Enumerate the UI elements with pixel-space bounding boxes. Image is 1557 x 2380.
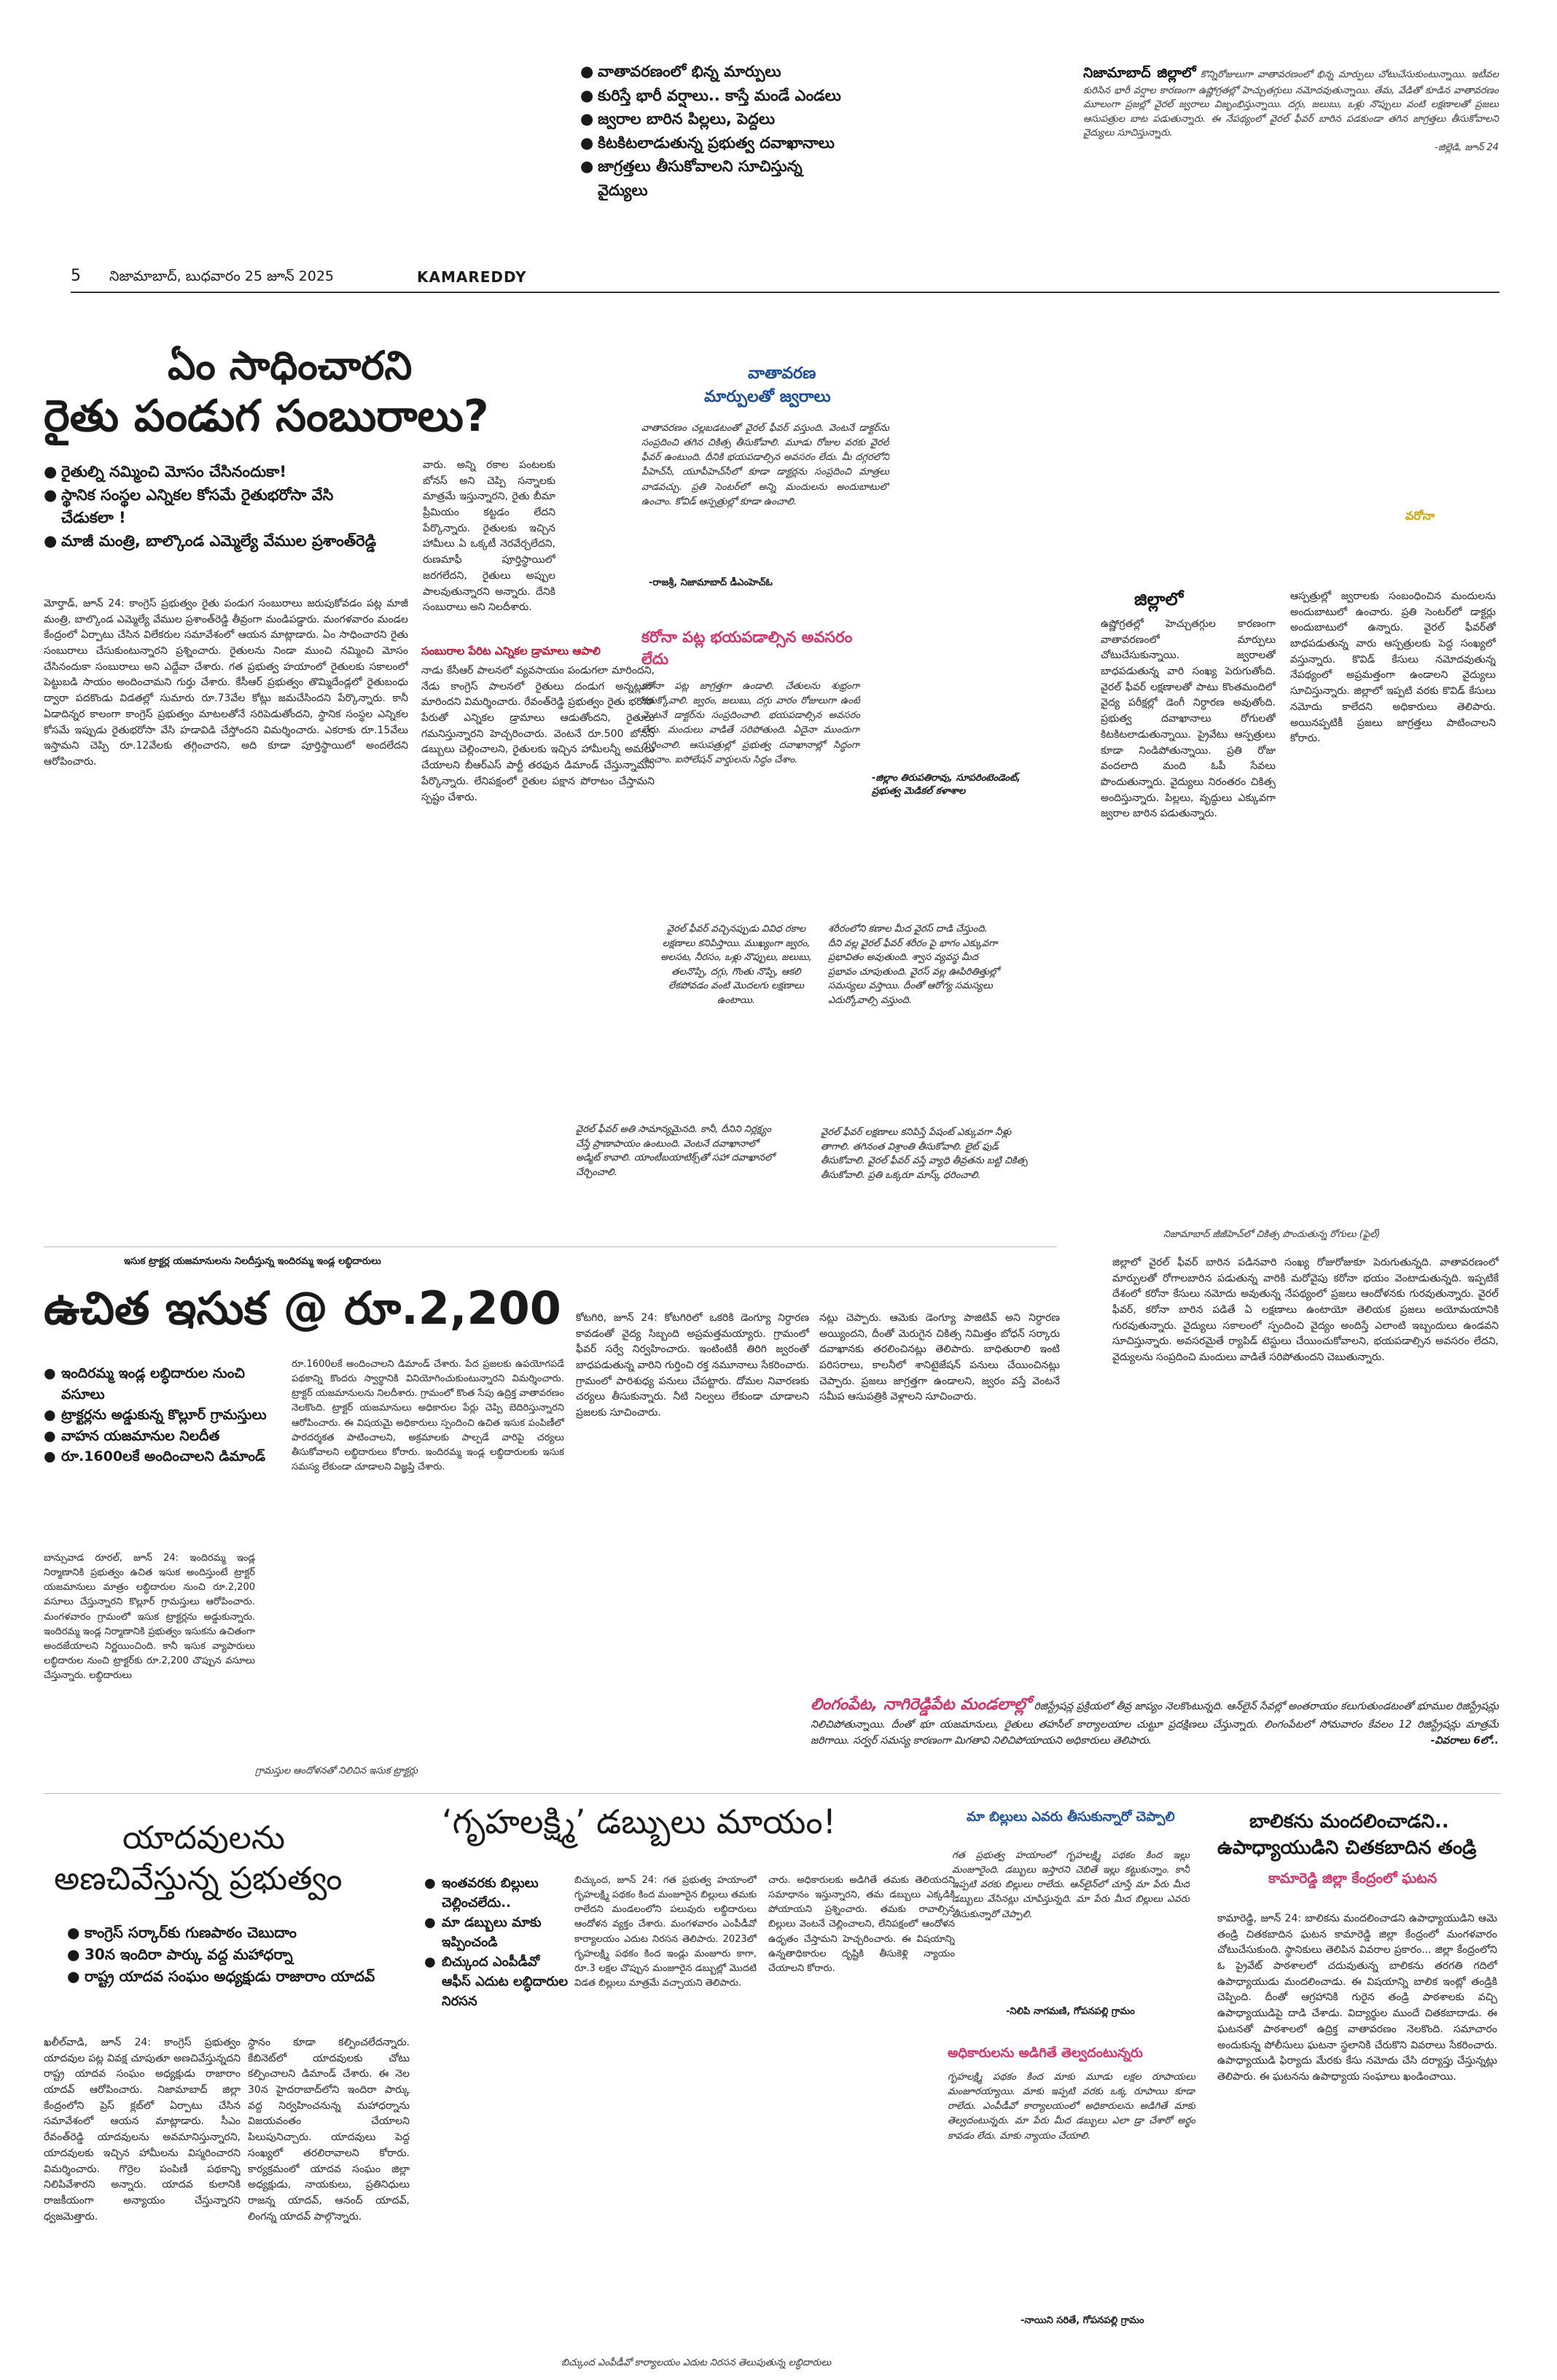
- sand-bullet: ● రూ.1600లకే అందించాలని డిమాండ్: [44, 1446, 284, 1467]
- corona-title: కరోనా పట్ల భయపడాల్సిన అవసరం లేదు: [641, 628, 853, 668]
- corona-para: కరోనా పట్ల జాగ్రత్తగా ఉండాలి. చేతులను శుభ్రంగా కడుక్కోవాలి. జ్వరం, జలుబు, దగ్గు వారం రోజులుగా ఉంటే వెంటనే డాక్టర్‌ను సంప్రదించాలి. భయపడాల్సిన అవసరం లేదు. మందులు వాడితే సరిపోతుంది. ఏదైనా ముందుగా గుర్తించాలి. ఆసుపత్రుల్లో ప్రభుత్వ దవాఖానాల్లో సిద్ధంగా ఉంచాం. ఐసోలేషన్ వార్డులను సిద్ధం చేశాం.: [641, 681, 860, 765]
- lingampet-box: [811, 1693, 1499, 1749]
- gruha-bullet: ● ఇంతవరకు బిల్లులు చెల్లించలేదు..: [424, 1873, 570, 1913]
- top-bullet: ● కురిస్తే భారీ వర్షాలు.. కాస్తే మండే ఎండలు: [580, 84, 843, 108]
- corona-byline: -జిల్లాం తిరుపతిరావు, సూపరింటెండెంట్, ప్రభుత్వ మెడికల్ కళాశాల: [872, 773, 1021, 797]
- symptoms-a: వైరల్ ఫీవర్ వచ్చినప్పుడు వివిధ రకాల లక్షణాలు కనిపిస్తాయి. ముఖ్యంగా జ్వరం, అలసట, నీరసం, ఒళ్లు నొప్పులు, జలుబు, తలనొప్పి, దగ్గు, గొంతు నొప్పి, ఆకలి లేకపోవడం వంటి మొదలగు లక్షణాలు ఉంటాయి.: [660, 924, 812, 1006]
- gruha-bullet: ● మా డబ్బులు మాకు ఇప్పించండి: [424, 1913, 570, 1952]
- section-divider-2: [44, 1793, 1502, 1794]
- gruha-bullets: [424, 1873, 570, 2011]
- dengue-column-1: కోటగిరి, జూన్ 24: కోటగిరిలో ఒకరికి డెంగ్యూ నిర్ధారణ కావడంతో వైద్య సిబ్బంది అప్రమత్తమయ్యారు. గ్రామంలో ఫీవర్ సర్వే నిర్వహించారు. ఇంటింటికీ తిరిగి జ్వరంతో బాధపడుతున్న వారిని గుర్తించి రక్త నమూనాలు సేకరించారు. గ్రామంలో పారిశుధ్య పనులు చేపట్టారు. దోమల నివారణకు చర్యలు తీసుకున్నారు. నీటి నిల్వలు లేకుండా చూడాలని ప్రజలకు సూచించారు.: [576, 1312, 809, 1419]
- bills-byline-1: -నిలిపి నాగమణి, గోపనపల్లి గ్రామం: [1006, 2006, 1135, 2017]
- sand-bullet: ● ట్రాక్టర్లను అడ్డుకున్న కొల్లూర్ గ్రామస్తులు: [44, 1405, 284, 1426]
- rythu-column-1: మోర్తాడ్, జూన్ 24: కాంగ్రెస్ ప్రభుత్వం రైతు పండుగ సంబురాలు జరుపుకోవడం పట్ల మాజీ మంత్రి, బాల్కొండ ఎమ్మెల్యే వేముల ప్రశాంత్‌రెడ్డి తీవ్రంగా మండిపడ్డారు. మంగళవారం మండల కేంద్రంలో ఏర్పాటు చేసిన విలేకరుల సమావేశంలో ఆయన మాట్లాడారు. ఏం సాధించారని రైతు సంబురాలు చేసుకుంటున్నారని ప్రశ్నించారు. రైతులను నిండా ముంచి నమ్మించి మోసం చేసినందుకా సంబురాలు అని ఎద్దేవా చేశారు. గత ప్రభుత్వ హయాంలో రైతులకు సకాలంలో పెట్టుబడి సాయం అందించామని గుర్తు చేశారు. కేసీఆర్ ప్రభుత్వం తొమ్మిదేండ్లలో రైతుబంధు ద్వారా పదకొండు విడతల్లో సుమారు రూ.73వేల కోట్లు జమచేసిందని పేర్కొన్నారు. కానీ ఏడాదిన్నర కాలంగా కాంగ్రెస్ ప్రభుత్వం మాటలతోనే సరిపెడుతోందని, స్థానిక సంస్థల ఎన్నికల కోసమే ఇప్పుడు రైతుభరోసా వేసి హడావిడి చేస్తోందని విమర్శించారు. ఎకరాకు రూ.15వేలు ఇస్తామని చెప్పి రూ.12వేలకు తగ్గించారని, అది కూడా పూర్తిస్థాయిలో అందలేదని ఆరోపించారు.: [44, 598, 408, 768]
- section-divider: [44, 1246, 1057, 1247]
- symptoms-c: వైరల్ ఫీవర్ అతి సామాన్యమైనది. కానీ, దీనిని నిర్లక్ష్యం చేస్తే ప్రాణాపాయం ఉంటుంది. వెంటనే దవాఖానాలో అడ్మిట్ కావాలి. యాంటీబయాటిక్స్‌తో సహా దవాఖానలో చేర్చించాలి.: [576, 1124, 775, 1178]
- dengue-column-2: నట్లు చెప్పారు. ఆమెకు డెంగ్యూ పాజిటివ్ అని నిర్ధారణ అయ్యిందని, దీంతో మెరుగైన చికిత్స నిమిత్తం బోధన్ సర్కారు దవాఖానకు తరలించినట్లు తెలిపారు. బాధితురాలి ఇంటి పరిసరాలు, కాలనీలో శానిటైజేషన్ పనులు చేయించినట్లు చెప్పారు. ప్రజలు జాగ్రత్తగా ఉండాలని, జ్వరం వస్తే వెంటనే సమీప ఆసుపత్రికి వెళ్లాలని సూచించారు.: [819, 1312, 1060, 1403]
- right-para-2: ఆస్పత్రుల్లో జ్వరాలకు సంబంధించిన మందులను అందుబాటులో ఉంచారు. ప్రతి సెంటర్‌లో డాక్టర్లు అందుబాటులో ఉన్నారు. వైరల్ ఫీవర్‌తో బాధపడుతున్న వారు ఆస్పత్రులకు పెద్ద సంఖ్యలో వస్తున్నారు. కొవిడ్ కేసులు నమోదవుతున్న నేపథ్యంలో అప్రమత్తంగా ఉండాలని వైద్యులు సూచిస్తున్నారు. జిల్లాలో ఇప్పటి వరకు కొవిడ్ కేసులు నమోదు కాలేదని అధికారులు తెలిపారు. అయినప్పటికీ ప్రజలు జాగ్రత్తలు పాటించాలని కోరారు.: [1290, 590, 1496, 745]
- sand-bullet: ● వాహన యజమానుల నిలదీత: [44, 1426, 284, 1447]
- gruha-column-1: బిచ్కుంద, జూన్ 24: గత ప్రభుత్వ హయాంలో గృహలక్ష్మి పథకం కింద మంజూరైన బిల్లులు తమకు రాలేదని మండలంలోని పలువురు లబ్ధిదారులు ఆందోళన వ్యక్తం చేశారు. మంగళవారం ఎంపీడీవో కార్యాలయం ఎదుట నిరసన తెలిపారు. 2023లో గృహలక్ష్మి పథకం కింద ఇండ్లు మంజూరు కాగా, రూ.3 లక్షల చొప్పున మంజూరైన డబ్బుల్లో మొదటి విడత బిల్లులు మాత్రమే వచ్చాయని తెలిపారు.: [574, 1875, 757, 1989]
- sand-kicker: ఇసుక ట్రాక్టర్ల యజమానులను నిలదీస్తున్న ఇందిరమ్మ ఇండ్ల లబ్ధిదారులు: [124, 1256, 381, 1267]
- right-para-1: ఉష్ణోగ్రతల్లో హెచ్చుతగ్గుల కారణంగా వాతావరణంలో మార్పులు చోటుచేసుకున్నాయి. జ్వరాలతో బాధపడుతున్న వారి సంఖ్య పెరుగుతోంది. వైరల్ ఫీవర్ లక్షణాలతో పాటు కొంతమందిలో వైద్య పరీక్షల్లో డెంగీ నిర్ధారణ అవుతోంది. ప్రభుత్వ దవాఖానాలు రోగులతో కిటకిటలాడుతున్నాయి. ప్రైవేటు ఆస్పత్రులు కూడా నిండిపోతున్నాయి. ప్రతి రోజు వందలాది మంది ఓపీ సేవలు పొందుతున్నారు. వైద్యులు నిరంతరం చికిత్స అందిస్తున్నారు. పిల్లలు, వృద్ధులు ఎక్కువగా జ్వరాల బారిన పడుతున్నారు.: [1101, 618, 1276, 820]
- rythu-subhead: సంబురాల పేరిట ఎన్నికల డ్రామాలు ఆపాలి: [421, 644, 601, 658]
- sand-headline: ఉచిత ఇసుక @ రూ.2,200: [44, 1281, 561, 1335]
- girl-subhead: కామారెడ్డి జిల్లా కేంద్రంలో ఘటన: [1268, 1870, 1437, 1887]
- yadav-column-1: ఖలీల్‌వాడి, జూన్ 24: కాంగ్రెస్ ప్రభుత్వం యాదవుల పట్ల వివక్ష చూపుతూ అణచివేస్తున్నదని రాష్ట్ర యాదవ సంఘం అధ్యక్షుడు రాజారాం యాదవ్ ఆరోపించారు. నిజామాబాద్ జిల్లా కేంద్రంలోని ప్రెస్ క్లబ్‌లో ఏర్పాటు చేసిన సమావేశంలో ఆయన మాట్లాడారు. సీఎం రేవంత్‌రెడ్డి యాదవులను అవమానిస్తున్నారని, యాదవులకు ఇచ్చిన హామీలను విస్మరించారని విమర్శించారు. గొర్రెల పంపిణీ పథకాన్ని నిలిపివేశారని అన్నారు. యాదవ కులానికి రాజకీయంగా అన్యాయం చేస్తున్నారని ధ్వజమెత్తారు.: [44, 2037, 241, 2223]
- top-bullet: ● వాతావరణంలో భిన్న మార్పులు: [580, 60, 843, 84]
- top-bullets: [580, 60, 843, 202]
- sand-photo-caption: గ్రామస్తుల ఆందోళనతో నిలిచిన ఇసుక ట్రాక్టర్లు: [255, 1766, 418, 1776]
- yadav-title-2: అణచివేస్తున్న ప్రభుత్వం: [54, 1860, 343, 1897]
- yadav-bullets: [67, 1921, 381, 1987]
- lingampet-text: రిజిస్ట్రేషన్ల ప్రక్రియలో తీవ్ర జాప్యం నెలకొంటున్నది. ఆన్‌లైన్ సేవల్లో అంతరాయం కలుగుతుండటంతో భూముల రిజిస్ట్రేషన్లు నిలిచిపోతున్నాయి. దీంతో భూ యజమానులు, రైతులు తహసీల్ కార్యాలయాల చుట్టూ ప్రదక్షిణలు చేస్తున్నారు. లింగంపేటలో సోమవారం కేవలం 12 రిజిస్ట్రేషన్లు మాత్రమే జరిగాయి. సర్వర్ సమస్య కారణంగా మిగతావి నిలిచిపోయాయని అధికారులు తెలిపారు.: [811, 1701, 1499, 1747]
- yadav-bullet: ● 30న ఇందిరా పార్కు వద్ద మహాధర్నా: [67, 1943, 381, 1965]
- dateline: నిజామాబాద్, బుధవారం 25 జూన్ 2025: [109, 268, 335, 284]
- photo-caption: నిజామాబాద్ జీజీహెచ్‌లో చికిత్స పొందుతున్న రోగులు (ఫైల్): [1163, 1229, 1381, 1240]
- symptoms-d: వైరల్ ఫీవర్‌ లక్షణాలు కనిపిస్తే పేషంట్ ఎక్కువగా నీళ్లు తాగాలి. తగినంత విశ్రాంతి తీసుకోవాలి. లైట్ ఫుడ్ తీసుకోవాలి. వైరల్ ఫీవర్ వస్తే వ్యాధి తీవ్రతను బట్టి చికిత్స తీసుకోవాలి. ప్రతి ఒక్కరూ మాస్క్ ధరించాలి.: [821, 1127, 1028, 1181]
- girl-text: కామారెడ్డి, జూన్ 24: బాలికను మందలించాడని ఉపాధ్యాయుడిని ఆమె తండ్రి చితకబాదిన ఘటన కామారెడ్డి జిల్లా కేంద్రంలో మంగళవారం చోటుచేసుకుంది. స్థానికులు తెలిపిన వివరాల ప్రకారం... జిల్లా కేంద్రంలోని ఓ ప్రైవేట్ పాఠశాలలో చదువుతున్న బాలికను తరగతి గదిలో ఉపాధ్యాయుడు మందలించాడు. ఈ విషయాన్ని బాలిక ఇంట్లో తండ్రికి చెప్పింది. దీంతో ఆగ్రహానికి గురైన తండ్రి పాఠశాలకు వచ్చి ఉపాధ్యాయుడిపై దాడి చేశాడు. విద్యార్థుల ముందే చితకబాదాడు. ఈ ఘటనతో పాఠశాలలో ఉద్రిక్త వాతావరణం నెలకొంది. సమాచారం అందుకున్న పోలీసులు ఘటనా స్థలానికి చేరుకొని వివరాలు సేకరించారు. ఉపాధ్యాయుడి ఫిర్యాదు మేరకు కేసు నమోదు చేసి దర్యాప్తు చేస్తున్నట్లు తెలిపారు. ఈ ఘటనను ఉపాధ్యాయ సంఘాలు ఖండించాయి.: [1217, 1913, 1497, 2083]
- yadav-column-2: స్థానం కూడా కల్పించలేదన్నారు. కేబినెట్‌లో యాదవులకు చోటు కల్పించాలని డిమాండ్ చేశారు. ఈ నెల 30న హైదరాబాద్‌లోని ఇందిరా పార్కు వద్ద నిర్వహించనున్న మహాధర్నాను విజయవంతం చేయాలని పిలుపునిచ్చారు. యాదవులు పెద్ద సంఖ్యలో తరలిరావాలని కోరారు. కార్యక్రమంలో యాదవ సంఘం జిల్లా అధ్యక్షుడు, నాయకులు, ప్రతినిధులు రాజన్న యాదవ్, ఆనంద్ యాదవ్, లింగన్న యాదవ్ పాల్గొన్నారు.: [248, 2037, 410, 2223]
- rythu-title-line2: రైతు పండుగ సంబురాలు?: [44, 391, 489, 442]
- lingampet-more: -వివరాలు 6లో..: [1430, 1734, 1499, 1747]
- lingampet-lead: లింగంపేట, నాగిరెడ్డిపేట మండలాల్లో: [811, 1696, 1031, 1714]
- sand-column-2: రూ.1600లకే అందించాలని డిమాండ్ చేశారు. పేద ప్రజలకు ఉపయోగపడే పథకాన్ని కొందరు స్వార్థానికి వినియోగించుకుంటున్నారని విమర్శించారు. ట్రాక్టర్ యజమానులను నిలదీశారు. గ్రామంలో కొంత సేపు ఉద్రిక్త వాతావరణం నెలకొంది. ట్రాక్టర్ యజమానులు అధికారుల పేర్లు చెప్పి బెదిరిస్తున్నారని ఆరోపించారు. ఈ విషయమై అధికారులు స్పందించి ఉచిత ఇసుక పంపిణీలో పారదర్శకత పాటించాలని, అక్రమాలకు పాల్పడే వారిపై చర్యలు తీసుకోవాలని లబ్ధిదారులు కోరారు. ఇందిరమ్మ ఇండ్ల లబ్ధిదారులకు ఇసుక సమస్య లేకుండా చూడాలని విజ్ఞప్తి చేశారు.: [292, 1359, 564, 1472]
- fever-tail: జిల్లాలో వైరల్ ఫీవర్ బారిన పడినవారి సంఖ్య రోజురోజుకూ పెరుగుతున్నది. వాతావరణంలో మార్పులతో రోగాలబారిన పడుతున్న వారికి మరోవైపు కరోనా భయం వెంటాడుతున్నది. ఇప్పటికే దేశంలో కరోనా కేసులు నమోదు అవుతున్న నేపథ్యంలో ప్రజలు ఆందోళనకు గురవుతున్నారు. వైరల్ ఫీవర్, కరోనా బారిన పడితే ఏ లక్షణాలు ఉంటాయో తెలియక ప్రజలు అయోమయానికి గురవుతున్నారు. వైద్యులు సకాలంలో స్పందించి వైద్యం అందిస్తే ఎలాంటి ఇబ్బందులు ఉండవని సూచిస్తున్నారు. అవసరమైతే ర్యాపిడ్ టెస్టులు చేయించుకోవాలని, భయపడాల్సిన అవసరం లేదని, వైద్యులను సంప్రదించి మందులు వాడితే సరిపోతుందని చెబుతున్నారు.: [1112, 1257, 1499, 1364]
- rythu-bullet: ● మాజీ మంత్రి, బాల్కొండ ఎమ్మెల్యే వేముల ప్రశాంత్‌రెడ్డి: [44, 530, 386, 553]
- rythu-bullets: [44, 461, 386, 553]
- gruha-title: ‘గృహలక్ష్మి’ డబ్బులు మాయం!: [442, 1802, 837, 1841]
- viral-para-1: వాతావరణం చల్లబడటంతో వైరల్ ఫీవర్ వస్తుంది. వెంటనే డాక్టర్‌ను సంప్రదించి తగిన చికిత్స తీసుకోవాలి. మూడు రోజుల వరకు వైరల్ ఫీవర్ ఉంటుంది. దీనికి భయపడాల్సిన అవసరం లేదు. మీ దగ్గరలోని పీహెచ్‌సీ, యూపీహెచ్‌సీలో కూడా డాక్టర్లను సంప్రదించి మాత్రలు వాడవచ్చు. ప్రతి సెంటర్‌లో అన్ని మందులను అందుబాటులో ఉంచాం. కోవిడ్ ఆస్పత్రుల్లో కూడా ఉంచాలి.: [641, 423, 889, 507]
- bills-title: మా బిల్లులు ఎవరు తీసుకున్నారో చెప్పాలి: [967, 1809, 1175, 1825]
- bills-byline-2: -నాయిని సరితే, గోపనపల్లి గ్రామం: [1021, 2315, 1144, 2326]
- rythu-bullet: ● రైతుల్ని నమ్మించి మోసం చేసినందుకా!: [44, 461, 386, 484]
- gruha-photo-caption: బిచ్కుంద ఎంపీడీవో కార్యాలయం ఎదుట నిరసన తెలుపుతున్న లబ్ధిదారులు: [561, 2357, 832, 2368]
- nizamabad-intro-lead: నిజామాబాద్ జిల్లాలో: [1083, 65, 1196, 81]
- symptoms-b: శరీరంలోని కణాల మీద వైరస్ దాడి చేస్తుంది. దీని వల్ల వైరల్ ఫీవర్ శరీరం పై భాగం ఎక్కువగా ప్రభావితం అవుతుంది. శ్వాస వ్యవస్థ మీద ప్రభావం చూపుతుంది. వైరస్ వల్ల ఊపిరితిత్తుల్లో సమస్యలు వస్తాయి. దీంతో ఆరోగ్య సమస్యలు ఎదుర్కోవాల్సి వస్తుంది.: [828, 924, 999, 1006]
- girl-title-2: ఉపాధ్యాయుడిని చితకబాదిన తండ్రి: [1217, 1837, 1477, 1859]
- yadav-bullet: ● రాష్ట్ర యాదవ సంఘం అధ్యక్షుడు రాజారాం యాదవ్: [67, 1965, 381, 1987]
- yadav-bullet: ● కాంగ్రెస్ సర్కార్‌కు గుణపాఠం చెబుదాం: [67, 1921, 381, 1943]
- gruha-column-2: చారు. అధికారులకు అడిగితే తమకు తెలియదని సమాధానం ఇస్తున్నారని, తమ డబ్బులు ఎక్కడికి పోయాయని ప్రశ్నించారు. తమకు రావాల్సిన బిల్లులు వెంటనే చెల్లించాలని, లేనిపక్షంలో ఆందోళన ఉధృతం చేస్తామని హెచ్చరించారు. ఈ విషయాన్ని ఉన్నతాధికారుల దృష్టికి తీసుకెళ్లి న్యాయం చేయాలని కోరారు.: [768, 1875, 955, 1974]
- bills-quote-2: గృహలక్ష్మి పథకం కింద మాకు మూడు లక్షల రూపాయలు మంజూరయ్యాయి. మాకు ఇప్పటి వరకు ఒక్క రూపాయి కూడా రాలేదు. ఎంపీడీవో కార్యాలయంలో అధికారులను అడిగితే మాకు తెల్వదంటున్నరు. మా పేరు మీద డబ్బులు ఎలా డ్రా చేశారో అర్థం కావడం లేదు. మాకు న్యాయం చేయాలి.: [948, 2072, 1195, 2142]
- rythu-title-line1: ఏం సాధించారని: [168, 343, 413, 389]
- gruha-bullet: ● బిచ్కుంద ఎంపీడీవో ఆఫీస్ ఎదుట లబ్ధిదారుల నిరసన: [424, 1952, 570, 2011]
- viral-title-1: వాతావరణ: [748, 364, 816, 383]
- right-lead: జిల్లాలో: [1134, 589, 1184, 609]
- header-rule: [71, 292, 1499, 293]
- rythu-bullet: ● స్థానిక సంస్థల ఎన్నికల కోసమే రైతుభరోసా వేసి చేడుకలా !: [44, 484, 386, 530]
- section-name: KAMAREDDY: [417, 268, 527, 286]
- rythu-column-2: వారు. అన్ని రకాల పంటలకు బోనస్ అని చెప్పి సన్నాలకు మాత్రమే ఇస్తున్నారని, రైతు బీమా ప్రీమియం కట్టడం లేదని పేర్కొన్నారు. రైతులకు ఇచ్చిన హామీలు ఏ ఒక్కటీ నెరవేర్చలేదని, రుణమాఫీ పూర్తిస్థాయిలో జరగలేదని, రైతులు అప్పుల పాలవుతున్నారని అన్నారు. దేనికి సంబురాలు అని నిలదీశారు.: [423, 459, 555, 614]
- viral-title-2: మార్పులతో జ్వరాలు: [704, 388, 831, 406]
- nizamabad-intro-text: కొన్నిరోజులుగా వాతావరణంలో భిన్న మార్పులు చోటుచేసుకుంటున్నాయి. ఇటీవల కురిసిన భారీ వర్షాల కారణంగా ఉష్ణోగ్రతల్లో హెచ్చుతగ్గులు నమోదవుతున్నాయి. తేమ, వేడితో కూడిన వాతావరణం మూలంగా ప్రజల్లో వైరల్ జ్వరాలు విజృంభిస్తున్నాయి. దగ్గు, జలుబు, ఒళ్లు నొప్పులు వంటి లక్షణాలతో ప్రజలు ఆసుపత్రుల బాట పడుతున్నారు. ఈ నేపథ్యంలో వైరల్ ఫీవర్ బారిన పడకుండా తగిన జాగ్రత్తలు తీసుకోవాలని వైద్యులు సూచిస్తున్నారు.: [1083, 69, 1499, 138]
- sand-column-1: బాన్సువాడ రూరల్, జూన్ 24: ఇందిరమ్మ ఇండ్ల నిర్మాణానికి ప్రభుత్వం ఉచిత ఇసుక అందిస్తుంటే ట్రాక్టర్ యజమానులు మాత్రం లబ్ధిదారుల నుంచి రూ.2,200 వసూలు చేస్తున్నారని కొల్లూర్ గ్రామస్తులు ఆరోపించారు. మంగళవారం గ్రామంలో ఇసుక ట్రాక్టర్లను అడ్డుకున్నారు. ఇందిరమ్మ ఇండ్ల నిర్మాణానికి ప్రభుత్వం ఇసుకను ఉచితంగా అందజేయాలని నిర్ణయించింది. కానీ ఇసుక వ్యాపారులు లబ్ధిదారుల నుంచి ట్రాక్టర్‌కు రూ.2,200 చొప్పున వసూలు చేస్తున్నారు. లబ్ధిదారులు: [44, 1553, 255, 1682]
- bills-title-2: అధికారులను అడిగితే తెల్వదంటున్నరు: [948, 2045, 1143, 2061]
- page-number: 5: [71, 267, 81, 285]
- nizamabad-intro: [1083, 63, 1499, 155]
- girl-title-1: బాలికను మందలించాడని..: [1249, 1811, 1449, 1833]
- top-bullet: ● జ్వరాల బారిన పిల్లలు, పెద్దలు: [580, 107, 843, 131]
- rythu-column-3: నాడు కేసీఆర్ పాలనలో వ్యవసాయం పండుగలా మారిందని, నేడు కాంగ్రెస్ పాలనలో రైతులు దండుగ అన్నట్లుగా మారిందని విమర్శించారు. రేవంత్‌రెడ్డి ప్రభుత్వం రైతు భరోసా పేరుతో ఎన్నికల డ్రామాలు ఆడుతోందని, రైతులు గమనిస్తున్నారని హెచ్చరించారు. వెంటనే రూ.500 బోనస్ డబ్బులు చెల్లించాలని, రైతులకు ఇచ్చిన హామీలన్నీ అమలు చేయాలని బీఆర్ఎస్ పార్టీ తరఫున డిమాండ్ చేస్తున్నామని పేర్కొన్నారు. లేనిపక్షంలో రైతుల పక్షాన పోరాటం చేస్తామని స్పష్టం చేశారు.: [421, 665, 655, 803]
- right-label: వరోనా: [1405, 509, 1435, 523]
- top-bullet: ● కిటకిటలాడుతున్న ప్రభుత్వ దవాఖానాలు: [580, 131, 843, 155]
- yadav-title-1: యాదవులను: [122, 1819, 285, 1857]
- bills-quote-1: గత ప్రభుత్వ హయాంలో గృహలక్ష్మి పథకం కింద ఇల్లు మంజూరైంది. డబ్బులు ఇస్తారని చెబితే ఇల్లు కట్టుకున్నాం. కానీ ఇప్పటి వరకు బిల్లులు రాలేదు. ఆన్‌లైన్‌లో చూస్తే మా పేరు మీద డబ్బులు వేసినట్లు చూపిస్తున్నది. మా పేరు మీద బిల్లులు ఎవరు తీసుకున్నారో చెప్పాలి.: [952, 1850, 1190, 1920]
- top-bullet: ● జాగ్రత్తలు తీసుకోవాలని సూచిస్తున్న వైద్యులు: [580, 155, 843, 202]
- sand-bullet: ● ఇందిరమ్మ ఇండ్ల లబ్ధిదారుల నుంచి వసూలు: [44, 1363, 284, 1405]
- sand-bullets: [44, 1363, 284, 1467]
- viral-byline-1: -రాజశ్రీ, నిజామాబాద్ డీఎంహెచ్‌ఓ: [649, 577, 773, 588]
- nizamabad-intro-byline: -జిల్లెడి, జూన్ 24: [1435, 141, 1499, 153]
